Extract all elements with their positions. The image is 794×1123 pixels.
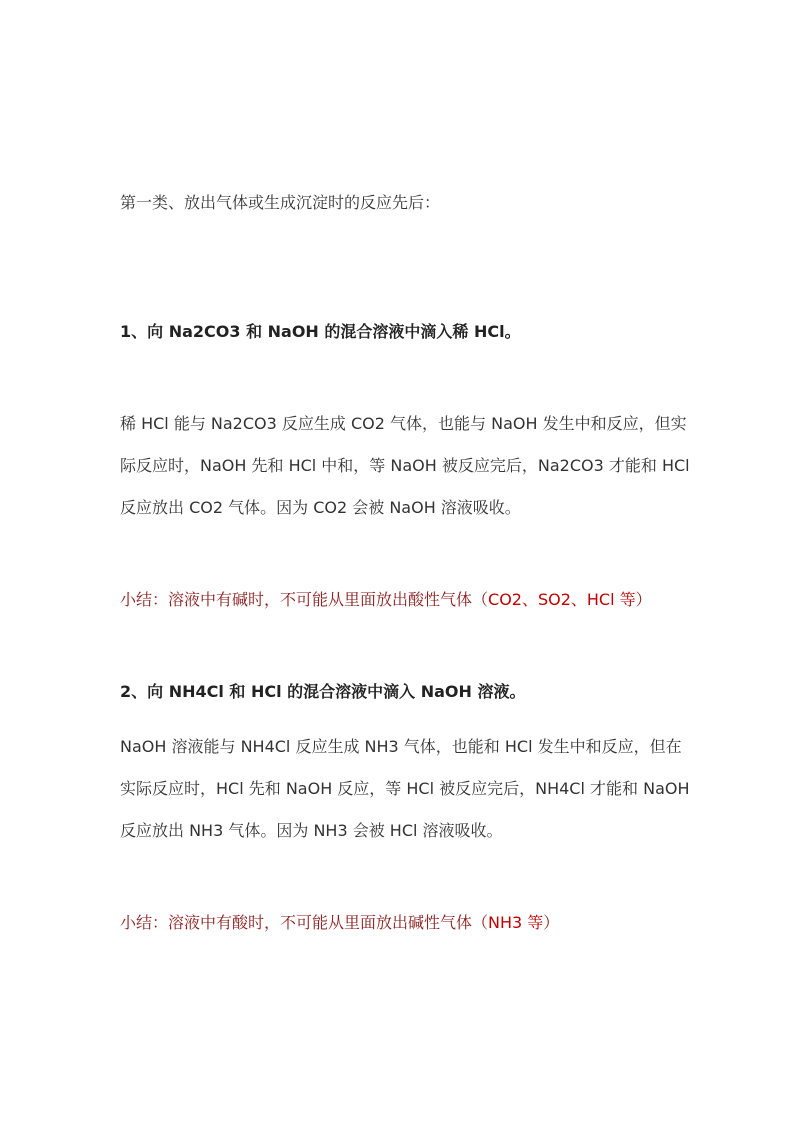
item1-text-line-3: 反应放出 CO2 气体。因为 CO2 会被 NaOH 溶液吸收。 xyxy=(120,498,521,517)
item1-text-line-2: 际反应时，NaOH 先和 HCl 中和，等 NaOH 被反应完后，Na2CO3 才能和 HCl xyxy=(120,456,690,475)
item2-summary-gases: NH3 等 xyxy=(488,913,544,932)
item2-summary-prefix: 小结：溶液中有酸时，不可能从里面放出碱性气体（ xyxy=(120,913,489,932)
item2-text-line-1: NaOH 溶液能与 NH4Cl 反应生成 NH3 气体，也能和 HCl 发生中和反应，但在 xyxy=(120,737,682,756)
item1-summary-gases: CO2、SO2、HCl 等 xyxy=(488,590,636,609)
item2-summary xyxy=(120,913,559,933)
item1-summary-suffix: ） xyxy=(635,590,652,609)
item2-summary-suffix: ） xyxy=(543,913,560,932)
item1-heading: 1、向 Na2CO3 和 NaOH 的混合溶液中滴入稀 HCl。 xyxy=(120,322,521,341)
item1-text-line-1: 稀 HCl 能与 Na2CO3 反应生成 CO2 气体，也能与 NaOH 发生中和反应，但实 xyxy=(120,414,687,433)
item2-heading: 2、向 NH4Cl 和 HCl 的混合溶液中滴入 NaOH 溶液。 xyxy=(120,682,526,701)
item2-text-line-2: 实际反应时，HCl 先和 NaOH 反应，等 HCl 被反应完后，NH4Cl 才能和 NaOH xyxy=(120,779,690,798)
item1-summary xyxy=(120,590,652,610)
item2-text-line-3: 反应放出 NH3 气体。因为 NH3 会被 HCl 溶液吸收。 xyxy=(120,821,503,840)
section-title: 第一类、放出气体或生成沉淀时的反应先后： xyxy=(120,193,441,212)
item1-summary-prefix: 小结：溶液中有碱时，不可能从里面放出酸性气体（ xyxy=(120,590,489,609)
